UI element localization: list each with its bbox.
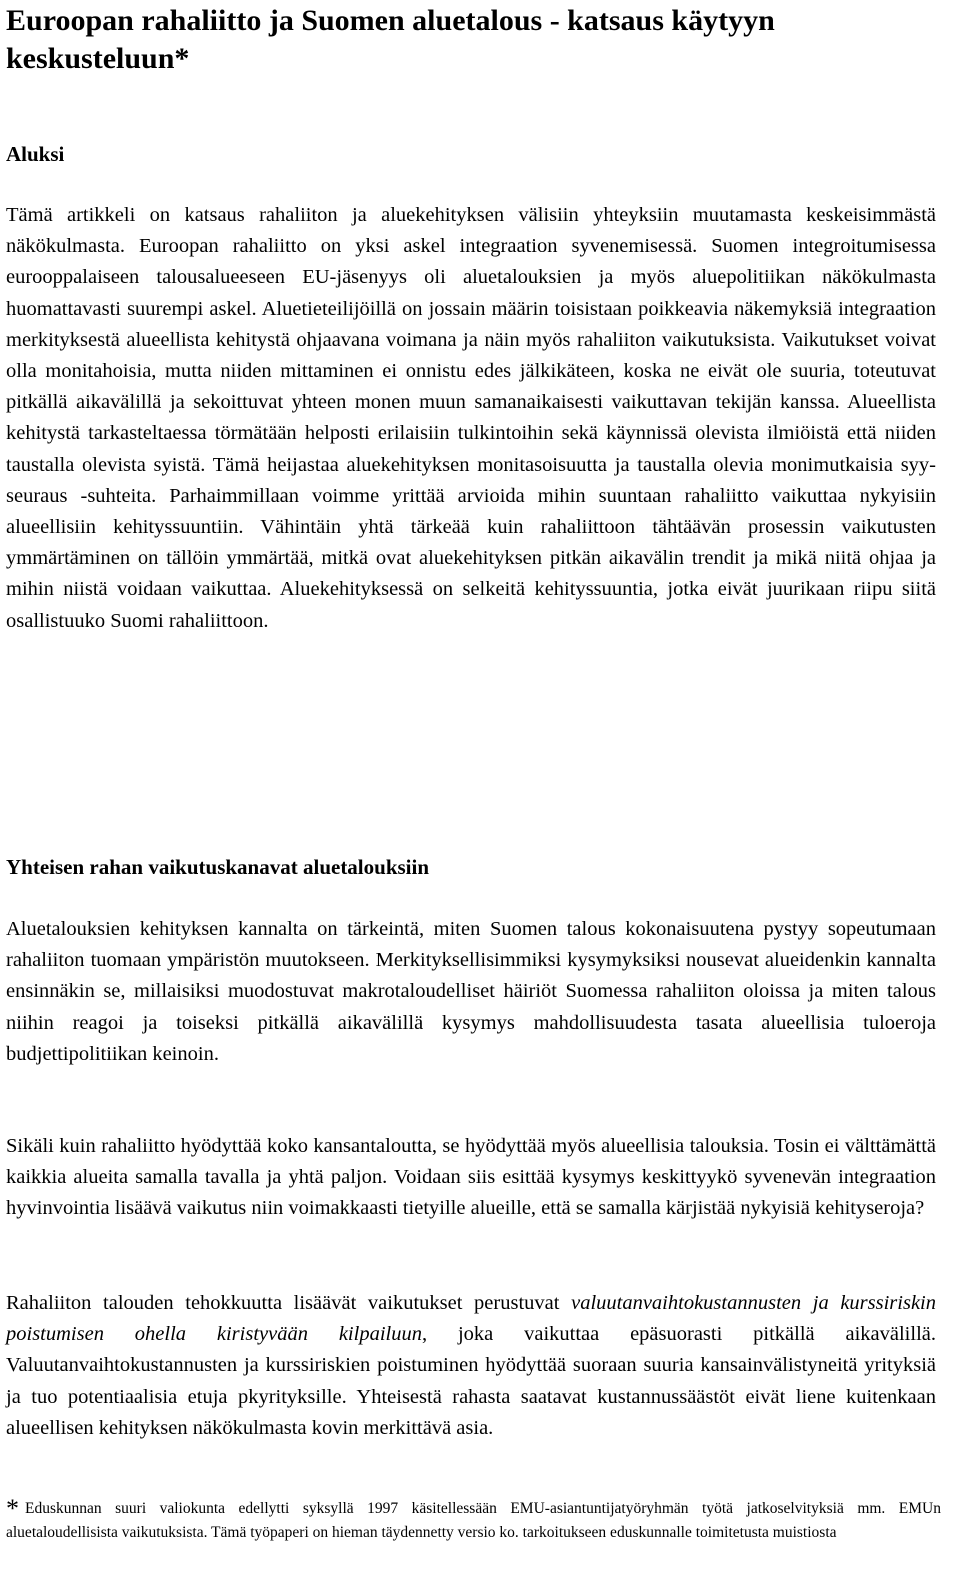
channels-p3-italic: valuutanvaihtokustannusten ja kurssiriskin poistumisen ohella kiristyvään kilpailuun [6,1292,936,1346]
section-heading-intro: Aluksi [6,142,65,166]
document-title: Euroopan rahaliitto ja Suomen aluetalous - katsaus käytyyn keskusteluun* [6,4,775,75]
document-page [6,0,941,1541]
footnote-text: Eduskunnan suuri valiokunta edellytti syksyllä 1997 käsitellessään EMU-asiantuntijatyöryhmän työtä jatkoselvityksiä mm. EMUn aluetaloudellisista vaikutuksista. Tämä työpaperi on hieman täydennetty versio ko. tarkoitukseen eduskunnalle toimitetusta muistiosta [6,1500,941,1541]
intro-paragraph: Tämä artikkeli on katsaus rahaliiton ja aluekehityksen välisiin yhteyksiin muutamasta keskeisimmästä näkökulmasta. Euroopan rahaliitto on yksi askel integraation syvenemisessä. Suomen integroitumisessa eurooppalaiseen talousalueeseen EU-jäsenyys oli aluetalouksien ja myös aluepolitiikan näkökulmasta huomattavasti suurempi askel. Aluetieteilijöillä on jossain määrin toisistaan poikkeavia näkemyksiä integraation merkityksestä alueellista kehitystä ohjaavana voimana ja näin myös rahaliiton vaikutuksista. Vaikutukset voivat olla monitahoisia, mutta niiden mittaminen ei onnistu edes jälkikäteen, koska ne eivät ole suuria, toteutuvat pitkällä aikavälillä ja sekoittuvat yhteen monen muun samanaikaisesti vaikuttavan tekijän kanssa. Alueellista kehitystä tarkasteltaessa törmätään helposti erilaisiin tulkintoihin sekä käynnissä olevista ilmiöistä että niiden taustalla olevista syistä. Tämä heijastaa aluekehityksen monitasoisuutta ja taustalla olevia monimutkaisia syy-seuraus -suhteita. Parhaimmillaan voimme yrittää arvioida mihin suuntaan rahaliitto vaikuttaa nykyisiin alueellisiin kehityssuuntiin. Vähintäin yhtä tärkeää kuin rahaliittoon tähtäävän prosessin vaikutusten ymmärtäminen on tällöin ymmärtää, mitkä ovat aluekehityksen pitkän aikavälin trendit ja mikä niitä ohjaa ja mihin niistä voidaan vaikuttaa. Aluekehityksessä on selkeitä kehityssuuntia, jotka eivät juurikaan riipu siitä osallistuuko Suomi rahaliittoon. [6,204,936,632]
section-heading-channels: Yhteisen rahan vaikutuskanavat aluetalouksiin [6,855,430,879]
channels-p3-text-end: , joka vaikuttaa epäsuorasti pitkällä aikavälillä. Valuutanvaihtokustannusten ja kurssiriskien poistuminen hyödyttää suoraan suuria kansainvälistyneitä yrityksiä ja tuo potentiaalisia etuja pkyrityksille. Yhteisestä rahasta saatavat kustannussäästöt eivät liene kuitenkaan alueellisen kehityksen näkökulmasta kovin merkittävä asia. [6,1323,936,1439]
channels-paragraph-2: Sikäli kuin rahaliitto hyödyttää koko kansantaloutta, se hyödyttää myös alueellisia talouksia. Tosin ei välttämättä kaikkia alueita samalla tavalla ja yhtä paljon. Voidaan siis esittää kysymys keskittyykö syvenevän integraation hyvinvointia lisäävä vaikutus niin voimakkaasti tietyille alueille, että se samalla kärjistää nykyisiä kehityseroja? [6,1135,936,1220]
footnote [6,1494,941,1545]
footnote-marker: * [6,1494,19,1523]
channels-paragraph-3 [6,1288,936,1444]
channels-paragraph-1: Aluetalouksien kehityksen kannalta on tärkeintä, miten Suomen talous kokonaisuutena pystyy sopeutumaan rahaliiton tuomaan ympäristön muutokseen. Merkityksellisimmiksi kysymyksiksi nousevat alueidenkin kannalta ensinnäkin se, millaisiksi muodostuvat makrotaloudelliset häiriöt Suomessa rahaliiton oloissa ja miten talous niihin reagoi ja toiseksi pitkällä aikavälillä kysymys mahdollisuudesta tasata alueellisia tuloeroja budjettipolitiikan keinoin. [6,918,936,1065]
channels-p3-text-start: Rahaliiton talouden tehokkuutta lisäävät vaikutukset perustuvat [6,1292,572,1314]
